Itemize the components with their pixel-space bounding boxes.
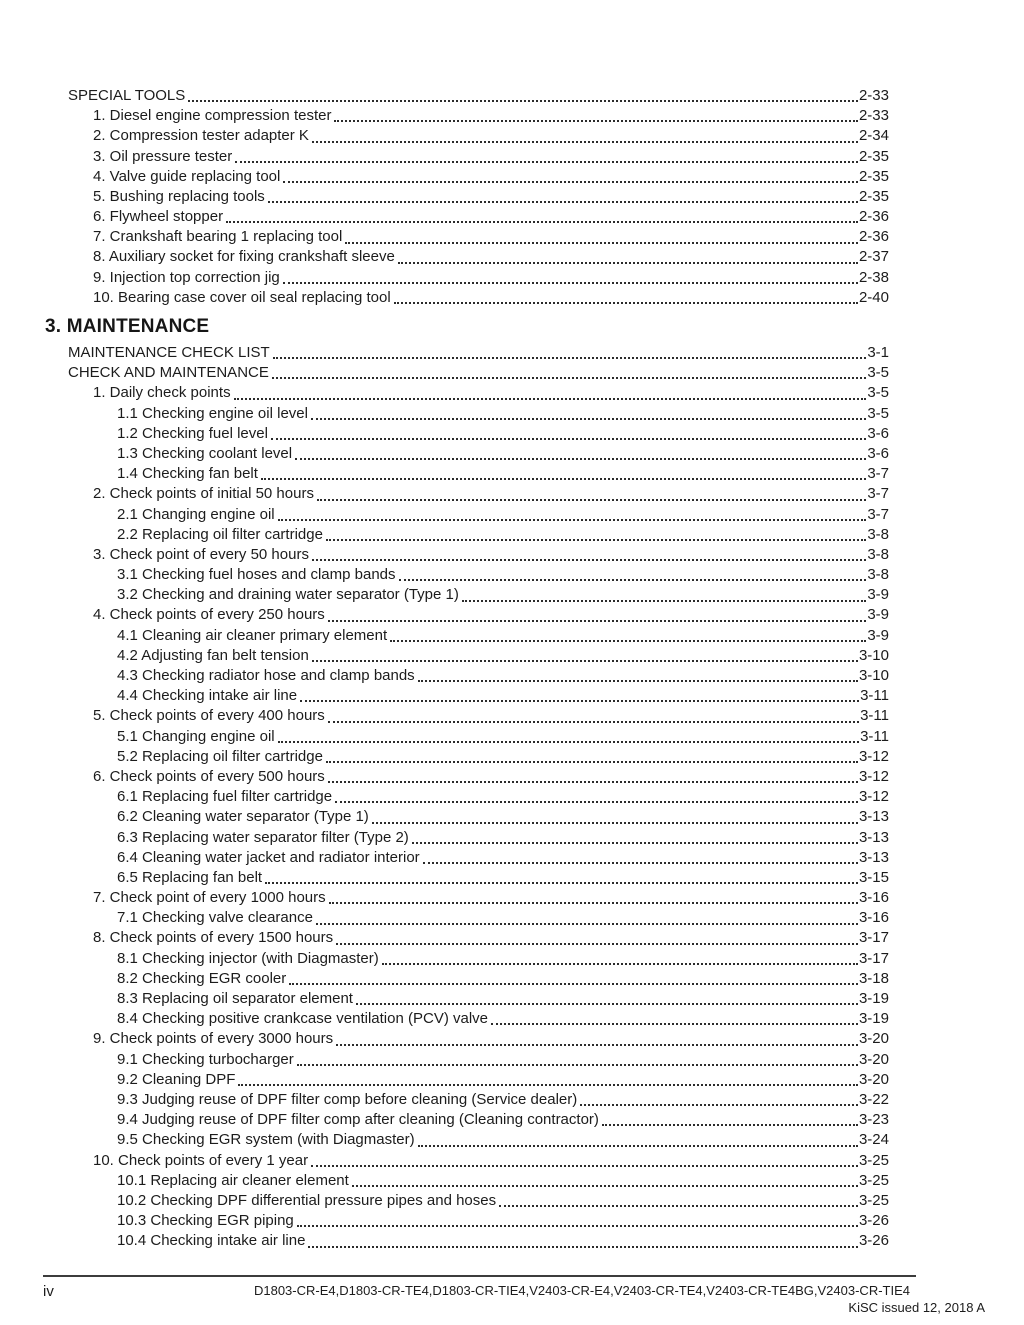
leader-dots: [328, 721, 859, 723]
leader-dots: [412, 842, 858, 844]
toc-entry: [68, 706, 889, 726]
toc-entry-title: 10.4 Checking intake air line: [117, 1232, 306, 1250]
toc-entry-page: 3-25: [858, 1151, 889, 1169]
leader-dots: [317, 499, 866, 501]
toc-entry: [68, 686, 889, 706]
toc-entry-title: 6.5 Replacing fan belt: [117, 868, 263, 886]
toc-entry-page: 3-12: [858, 767, 889, 785]
toc-entry-page: 3-15: [858, 868, 889, 886]
leader-dots: [265, 882, 858, 884]
leader-dots: [356, 1003, 858, 1005]
toc-entry-title: 10. Bearing case cover oil seal replacing tool: [93, 288, 391, 306]
leader-dots: [283, 282, 858, 284]
toc-entry: [68, 908, 889, 928]
leader-dots: [382, 963, 858, 965]
leader-dots: [345, 242, 858, 244]
toc-entry-title: 7. Check point of every 1000 hours: [93, 889, 326, 907]
toc-entry-page: 3-6: [867, 444, 889, 462]
toc-entry-title: 8.1 Checking injector (with Diagmaster): [117, 949, 379, 967]
leader-dots: [326, 761, 858, 763]
leader-dots: [278, 519, 867, 521]
leader-dots: [418, 680, 858, 682]
footer-model-list: D1803-CR-E4,D1803-CR-TE4,D1803-CR-TIE4,V2403-CR-E4,V2403-CR-TE4,V2403-CR-TE4BG,V2403-CR-TIE4: [253, 1283, 910, 1298]
toc-entry-title: 6.1 Replacing fuel filter cartridge: [117, 788, 333, 806]
leader-dots: [238, 1084, 858, 1086]
toc-entry-page: 3-26: [858, 1212, 889, 1230]
toc-entry-page: 3-12: [858, 747, 889, 765]
leader-dots: [268, 201, 858, 203]
toc-entry-title: 8.2 Checking EGR cooler: [117, 969, 287, 987]
toc-entry-page: 3-20: [858, 1030, 889, 1048]
leader-dots: [188, 100, 858, 102]
section-heading: 3. MAINTENANCE: [45, 316, 210, 338]
toc-entry-title: 5.1 Changing engine oil: [117, 727, 275, 745]
leader-dots: [580, 1104, 858, 1106]
toc-entry: [68, 1070, 889, 1090]
toc-entry: [68, 1191, 889, 1211]
footer-issue-note: KiSC issued 12, 2018 A: [848, 1300, 985, 1315]
toc-entry-title: 8.4 Checking positive crankcase ventilation (PCV) valve: [117, 1010, 489, 1028]
leader-dots: [289, 983, 858, 985]
toc-entry: [68, 666, 889, 686]
toc-entry-page: 3-5: [867, 364, 889, 382]
toc-entry-title: 4.4 Checking intake air line: [117, 687, 298, 705]
toc-entry: [68, 288, 889, 308]
toc-entry: [68, 1090, 889, 1110]
leader-dots: [278, 741, 859, 743]
toc-entry: [68, 747, 889, 767]
toc-entry-page: 3-16: [858, 889, 889, 907]
toc-entry-title: 1.4 Checking fan belt: [117, 465, 258, 483]
toc-entry-page: 3-10: [858, 646, 889, 664]
toc-entry-page: 2-35: [858, 167, 889, 185]
toc-entry-page: 3-12: [858, 788, 889, 806]
toc-entry-page: 3-7: [867, 465, 889, 483]
toc-entry-page: 3-13: [858, 828, 889, 846]
toc-entry-title: CHECK AND MAINTENANCE: [68, 364, 269, 382]
toc-entry: [68, 848, 889, 868]
leader-dots: [312, 660, 858, 662]
toc-entry: [68, 989, 889, 1009]
toc-entry-title: 6.4 Cleaning water jacket and radiator interior: [117, 848, 420, 866]
toc-entry-page: 3-5: [867, 404, 889, 422]
toc-entry: [68, 1151, 889, 1171]
leader-dots: [308, 1246, 858, 1248]
toc-entry: [68, 1231, 889, 1251]
leader-dots: [297, 1064, 858, 1066]
toc-entry-page: 3-26: [858, 1232, 889, 1250]
toc-entry-page: 3-8: [867, 566, 889, 584]
toc-entry-page: 3-20: [858, 1070, 889, 1088]
toc-entry-page: 2-37: [858, 248, 889, 266]
toc-entry: [68, 227, 889, 247]
toc-entry-page: 2-33: [858, 86, 889, 104]
toc-entry: [68, 1171, 889, 1191]
toc-entry-page: 3-25: [858, 1191, 889, 1209]
leader-dots: [336, 1044, 858, 1046]
toc-entry: [68, 767, 889, 787]
toc-entry-title: 9.1 Checking turbocharger: [117, 1050, 294, 1068]
toc-entry-title: 10.1 Replacing air cleaner element: [117, 1171, 349, 1189]
leader-dots: [328, 781, 858, 783]
toc-entry-title: 8. Check points of every 1500 hours: [93, 929, 334, 947]
toc-entry: [68, 363, 889, 383]
toc-entry-title: 8. Auxiliary socket for fixing crankshaft sleeve: [93, 248, 395, 266]
toc-entry-title: 1.1 Checking engine oil level: [117, 404, 308, 422]
toc-entry: [68, 868, 889, 888]
toc-entry-page: 3-23: [858, 1111, 889, 1129]
toc-entry-title: 1. Diesel engine compression tester: [93, 107, 332, 125]
toc-entry-title: 3.2 Checking and draining water separator (Type 1): [117, 586, 459, 604]
toc-entry: [68, 1009, 889, 1029]
toc-entry-page: 2-34: [858, 127, 889, 145]
leader-dots: [499, 1205, 858, 1207]
page-number: iv: [43, 1283, 54, 1300]
toc-entry-page: 3-13: [858, 808, 889, 826]
toc-entry-page: 3-19: [858, 1010, 889, 1028]
toc-entry: [68, 106, 889, 126]
toc-entry-title: 2. Compression tester adapter K: [93, 127, 309, 145]
leader-dots: [261, 478, 866, 480]
toc-entry-title: 6. Check points of every 500 hours: [93, 767, 325, 785]
toc-entry-page: 3-20: [858, 1050, 889, 1068]
leader-dots: [328, 620, 867, 622]
toc-entry-page: 3-11: [860, 707, 889, 725]
toc-entry-page: 3-10: [858, 667, 889, 685]
toc-entry-title: 2. Check points of initial 50 hours: [93, 485, 314, 503]
toc-entry-title: 9.3 Judging reuse of DPF filter comp before cleaning (Service dealer): [117, 1090, 578, 1108]
toc-entry-title: 4. Valve guide replacing tool: [93, 167, 281, 185]
toc-entry-page: 3-9: [867, 586, 889, 604]
toc-entry: [68, 1029, 889, 1049]
toc-entry: [68, 207, 889, 227]
toc: [45, 86, 889, 1252]
toc-entry: [68, 545, 889, 565]
toc-entry-page: 3-7: [867, 505, 889, 523]
toc-entry: [68, 383, 889, 403]
toc-entry-page: 3-1: [867, 344, 889, 362]
toc-entry-page: 2-38: [858, 268, 889, 286]
toc-entry: [68, 126, 889, 146]
toc-entry-page: 3-5: [867, 384, 889, 402]
leader-dots: [295, 458, 866, 460]
toc-entry-title: MAINTENANCE CHECK LIST: [68, 344, 270, 362]
leader-dots: [297, 1225, 858, 1227]
toc-entry: [68, 464, 889, 484]
toc-entry-page: 2-36: [858, 208, 889, 226]
leader-dots: [423, 862, 858, 864]
toc-entry: [68, 565, 889, 585]
toc-entry: [68, 626, 889, 646]
leader-dots: [352, 1185, 858, 1187]
toc-entry: [68, 187, 889, 207]
toc-entry: [68, 606, 889, 626]
toc-entry-title: 4.1 Cleaning air cleaner primary element: [117, 626, 388, 644]
toc-entry-title: 10. Check points of every 1 year: [93, 1151, 309, 1169]
leader-dots: [272, 377, 866, 379]
leader-dots: [394, 302, 858, 304]
toc-entry-page: 3-16: [858, 909, 889, 927]
leader-dots: [326, 539, 866, 541]
toc-entry: [68, 86, 889, 106]
toc-entry: [68, 147, 889, 167]
leader-dots: [271, 438, 866, 440]
toc-entry: [68, 1050, 889, 1070]
toc-entry-page: 2-35: [858, 187, 889, 205]
toc-entry: [68, 828, 889, 848]
toc-entry-title: 7. Crankshaft bearing 1 replacing tool: [93, 228, 343, 246]
toc-entry-title: 5. Check points of every 400 hours: [93, 707, 325, 725]
leader-dots: [316, 923, 858, 925]
toc-entry: [68, 484, 889, 504]
toc-entry-page: 3-17: [858, 949, 889, 967]
leader-dots: [235, 161, 858, 163]
leader-dots: [312, 141, 858, 143]
toc-entry-title: 1.3 Checking coolant level: [117, 444, 293, 462]
leader-dots: [399, 579, 867, 581]
toc-entry-title: 4.3 Checking radiator hose and clamp bands: [117, 667, 415, 685]
leader-dots: [372, 822, 858, 824]
toc-entry-page: 2-40: [858, 288, 889, 306]
toc-entry-title: 9. Injection top correction jig: [93, 268, 280, 286]
toc-entry-title: 1.2 Checking fuel level: [117, 424, 268, 442]
footer-divider: [43, 1275, 916, 1277]
toc-entry: [68, 505, 889, 525]
toc-entry-title: 4.2 Adjusting fan belt tension: [117, 646, 309, 664]
toc-entry: [68, 787, 889, 807]
toc-entry-title: 9.2 Cleaning DPF: [117, 1070, 236, 1088]
leader-dots: [312, 559, 866, 561]
toc-entry-page: 3-19: [858, 990, 889, 1008]
toc-entry-title: 6. Flywheel stopper: [93, 208, 224, 226]
toc-entry: [68, 424, 889, 444]
toc-entry-title: 9.5 Checking EGR system (with Diagmaster): [117, 1131, 415, 1149]
toc-entry: [68, 807, 889, 827]
toc-entry-title: 7.1 Checking valve clearance: [117, 909, 313, 927]
toc-entry-title: 9.4 Judging reuse of DPF filter comp after cleaning (Cleaning contractor): [117, 1111, 599, 1129]
leader-dots: [311, 1165, 858, 1167]
leader-dots: [462, 600, 866, 602]
toc-entry-title: 3. Oil pressure tester: [93, 147, 233, 165]
leader-dots: [334, 120, 858, 122]
leader-dots: [336, 943, 858, 945]
toc-entry-page: 3-6: [867, 424, 889, 442]
leader-dots: [398, 262, 858, 264]
toc-entry: [68, 1110, 889, 1130]
toc-entry-page: 3-8: [867, 525, 889, 543]
toc-entry-page: 3-22: [858, 1090, 889, 1108]
toc-entry-page: 2-35: [858, 147, 889, 165]
leader-dots: [283, 181, 858, 183]
toc-entry-page: 3-9: [867, 606, 889, 624]
toc-entry: [68, 268, 889, 288]
toc-entry-title: 2.1 Changing engine oil: [117, 505, 275, 523]
leader-dots: [390, 640, 866, 642]
toc-entry-page: 3-25: [858, 1171, 889, 1189]
leader-dots: [602, 1124, 858, 1126]
toc-entry-title: 3.1 Checking fuel hoses and clamp bands: [117, 566, 396, 584]
toc-entry-page: 3-7: [867, 485, 889, 503]
toc-entry-title: 3. Check point of every 50 hours: [93, 545, 309, 563]
leader-dots: [491, 1023, 858, 1025]
leader-dots: [335, 801, 858, 803]
toc-entry-page: 3-18: [858, 969, 889, 987]
toc-entry: [68, 949, 889, 969]
toc-entry-title: 10.2 Checking DPF differential pressure pipes and hoses: [117, 1191, 497, 1209]
toc-entry: [68, 585, 889, 605]
toc-entry-page: 3-9: [867, 626, 889, 644]
toc-entry-page: 3-13: [858, 848, 889, 866]
toc-entry-page: 3-8: [867, 545, 889, 563]
toc-entry: [68, 444, 889, 464]
toc-entry: [68, 525, 889, 545]
toc-entry-title: 2.2 Replacing oil filter cartridge: [117, 525, 323, 543]
toc-entry: [68, 1211, 889, 1231]
toc-entry: [68, 969, 889, 989]
leader-dots: [418, 1145, 858, 1147]
toc-entry-title: 6.2 Cleaning water separator (Type 1): [117, 808, 369, 826]
toc-entry-title: SPECIAL TOOLS: [68, 86, 186, 104]
toc-entry: [68, 727, 889, 747]
leader-dots: [226, 221, 858, 223]
toc-entry: [68, 248, 889, 268]
toc-entry: [68, 404, 889, 424]
toc-entry: [68, 929, 889, 949]
leader-dots: [300, 700, 859, 702]
toc-entry-title: 10.3 Checking EGR piping: [117, 1212, 294, 1230]
toc-entry: [68, 167, 889, 187]
toc-entry-title: 4. Check points of every 250 hours: [93, 606, 325, 624]
leader-dots: [234, 398, 867, 400]
toc-entry-page: 2-33: [858, 107, 889, 125]
toc-entry: [68, 343, 889, 363]
toc-entry: [68, 888, 889, 908]
toc-entry-title: 6.3 Replacing water separator filter (Type 2): [117, 828, 409, 846]
toc-entry-title: 8.3 Replacing oil separator element: [117, 990, 353, 1008]
toc-entry-title: 9. Check points of every 3000 hours: [93, 1030, 334, 1048]
leader-dots: [311, 418, 866, 420]
toc-entry-page: 3-24: [858, 1131, 889, 1149]
toc-entry-page: 2-36: [858, 228, 889, 246]
leader-dots: [273, 357, 867, 359]
toc-entry-title: 5.2 Replacing oil filter cartridge: [117, 747, 323, 765]
toc-entry-page: 3-11: [860, 687, 889, 705]
toc-entry-title: 1. Daily check points: [93, 384, 231, 402]
leader-dots: [329, 902, 858, 904]
toc-entry-page: 3-17: [858, 929, 889, 947]
toc-entry: [68, 646, 889, 666]
toc-entry-page: 3-11: [860, 727, 889, 745]
toc-entry: [68, 1130, 889, 1150]
toc-entry-title: 5. Bushing replacing tools: [93, 187, 265, 205]
